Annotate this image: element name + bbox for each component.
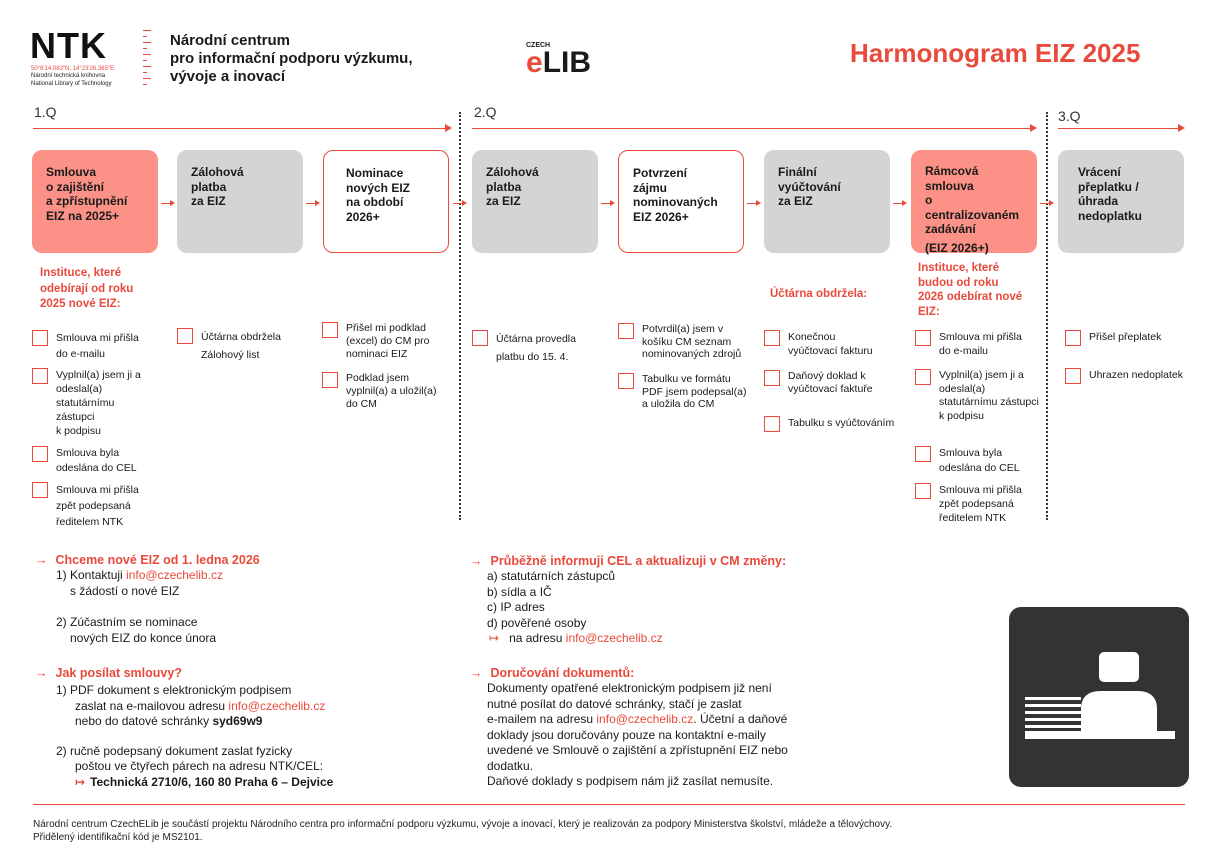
- timeline-line: [33, 128, 445, 129]
- step-arrow: [893, 200, 907, 208]
- center-title-line: Národní centrum: [170, 32, 291, 49]
- step-box-final-billing: Finální vyúčtování za EIZ: [764, 150, 890, 253]
- arrow-icon: →: [35, 553, 48, 567]
- contracts-section: → Jak posílat smlouvy? 1) PDF dokument s elektronickým podpisem zaslat na e-mailovou adresu info@czechelib.cz nebo do datové schránky syd69w9 2) ručně podepsaný dokument zaslat fyzicky poštou ve čtyřech párech na adresu NTK/CEL: ↦ Technická 2710/6, 160 80 Praha 6 – Dejvice: [35, 665, 455, 790]
- step-box-framework-contract: Rámcová smlouva o centralizovaném zadávání (EIZ 2026+): [911, 150, 1037, 253]
- checklist-item[interactable]: Smlouva mi přišla zpět podepsaná ředitelem NTK: [32, 482, 139, 530]
- checklist-item[interactable]: Konečnou vyúčtovací fakturu: [764, 330, 873, 358]
- person-at-desk-icon: [1009, 607, 1189, 787]
- timeline-arrow: [445, 124, 452, 132]
- checklist-item[interactable]: Smlouva byla odeslána do CEL: [32, 446, 137, 476]
- checklist-item[interactable]: Účtárna obdržela Zálohový list: [177, 328, 281, 364]
- email-link[interactable]: info@czechelib.cz: [565, 631, 663, 645]
- ntk-logo: NTK: [30, 25, 107, 66]
- checklist-item[interactable]: Podklad jsem vyplnil(a) a uložil(a) do CM: [322, 372, 436, 411]
- arrow-icon: →: [470, 554, 483, 568]
- checklist-item[interactable]: Smlouva mi přišla do e-mailu: [915, 330, 1022, 358]
- documents-section: → Doručování dokumentů: Dokumenty opatřené elektronickým podpisem již není nutné posílat do datové schránky, stačí je zaslat e-mailem na adresu info@czechelib.cz. Účetní a daňové doklady jsou doručovány pouze na kontaktní e-maily uvedené ve Smlouvě o zajištění a zpřístupnění EIZ nebo dodatku. Daňové doklady s podpisem nám již zasílat nemusíte.: [470, 665, 890, 790]
- quarter-label-2: 2.Q: [474, 104, 497, 120]
- changes-section: → Průběžně informuji CEL a aktualizuji v CM změny: a) statutárních zástupců b) sídla a IČ c) IP adres d) pověřené osoby ↦ na adresu info@czechelib.cz: [470, 553, 890, 647]
- timeline-line: [472, 128, 1030, 129]
- step-arrow: [1040, 200, 1054, 208]
- step-box-advance-payment: Zálohová platba za EIZ: [177, 150, 303, 253]
- section-heading: → Chceme nové EIZ od 1. ledna 2026: [35, 553, 260, 567]
- quarter-label-1: 1.Q: [34, 104, 57, 120]
- checklist-item[interactable]: Přišel přeplatek: [1065, 330, 1161, 345]
- page-title: Harmonogram EIZ 2025: [850, 38, 1141, 68]
- footer-text: Národní centrum CzechELib je součástí projektu Národního centra pro informační podporu výzkumu, vývoje a inovací, který je realizován za podpory Ministerstva školství, mládeže a tělovýchovy. Přidělený identifikační kód je MS2101.: [33, 819, 893, 843]
- step-box-confirmation: Potvrzení zájmu nominovaných EIZ 2026+: [618, 150, 744, 253]
- checklist-item[interactable]: Tabulku ve formátu PDF jsem podepsal(a) a uložila do CM: [618, 373, 746, 411]
- ruler-decoration: [143, 30, 151, 88]
- footer-divider: [33, 804, 1185, 805]
- step-box-nomination: Nominace nových EIZ na období 2026+: [323, 150, 449, 253]
- ntk-sub-cz: Národní technická knihovna: [31, 73, 106, 79]
- email-link[interactable]: info@czechelib.cz: [228, 698, 326, 713]
- step-box-refund: Vrácení přeplatku / úhrada nedoplatku: [1058, 150, 1184, 253]
- ntk-coordinates: 50°6'14.083"N, 14°23'26.365"E: [31, 66, 115, 72]
- institutions-2026-title: Instituce, které budou od roku 2026 odebírat nové EIZ:: [918, 262, 1023, 318]
- center-title-line: vývoje a inovací: [170, 68, 286, 85]
- new-eiz-section: → Chceme nové EIZ od 1. ledna 2026 1) Kontaktuji info@czechelib.cz s žádostí o nové EIZ 2) Zúčastním se nominace nových EIZ do konce února: [35, 552, 435, 646]
- section-heading: → Doručování dokumentů:: [470, 666, 635, 680]
- step-arrow: [747, 200, 761, 208]
- arrow-icon: →: [35, 666, 48, 680]
- email-link[interactable]: info@czechelib.cz: [596, 712, 694, 726]
- step-box-contract-2025: Smlouva o zajištění a zpřístupnění EIZ na 2025+: [32, 150, 158, 253]
- accounting-received-title: Účtárna obdržela:: [770, 288, 868, 300]
- timeline-arrow: [1030, 124, 1037, 132]
- step-arrow: [601, 200, 615, 208]
- email-link[interactable]: info@czechelib.cz: [126, 568, 223, 582]
- checklist-item[interactable]: Daňový doklad k vyúčtovací faktuře: [764, 370, 873, 396]
- elib-logo: [526, 48, 591, 78]
- timeline-arrow: [1178, 124, 1185, 132]
- checklist-item[interactable]: Smlouva mi přišla zpět podepsaná ředitelem NTK: [915, 483, 1022, 525]
- checklist-item[interactable]: Uhrazen nedoplatek: [1065, 368, 1183, 383]
- step-arrow: [453, 200, 467, 208]
- section-heading: → Jak posílat smlouvy?: [35, 666, 182, 680]
- elib-e: e: [526, 46, 543, 79]
- step-arrow: [161, 200, 175, 208]
- checklist-item[interactable]: Smlouva mi přišla do e-mailu: [32, 330, 139, 362]
- checklist-item[interactable]: Tabulku s vyúčtováním: [764, 416, 894, 431]
- step-arrow: [306, 200, 320, 208]
- ntk-logo-subtitle: [31, 73, 112, 88]
- checklist-item[interactable]: Přišel mi podklad (excel) do CM pro nominaci EIZ: [322, 322, 452, 361]
- step-box-advance-payment-2: Zálohová platba za EIZ: [472, 150, 598, 253]
- timeline-line: [1058, 128, 1178, 129]
- quarter-divider: [459, 112, 461, 520]
- center-title-line: pro informační podporu výzkumu,: [170, 50, 413, 67]
- institutions-2025-title: Instituce, které odebírají od roku 2025 nové EIZ:: [40, 267, 134, 310]
- quarter-divider: [1046, 112, 1048, 520]
- quarter-label-3: 3.Q: [1058, 108, 1081, 124]
- checklist-item[interactable]: Vyplnil(a) jsem ji a odeslal(a) statutárnímu zástupci k podpisu: [915, 369, 1039, 423]
- elib-lib: LIB: [542, 46, 592, 79]
- ntk-sub-en: National Library of Technology: [31, 80, 112, 87]
- center-title: [170, 32, 470, 86]
- elib-logo-czech: CZECH: [526, 42, 551, 49]
- checklist-item[interactable]: Účtárna provedla platbu do 15. 4.: [472, 330, 576, 366]
- section-heading: → Průběžně informuji CEL a aktualizuji v CM změny:: [470, 554, 787, 568]
- arrow-icon: ↦: [489, 631, 500, 645]
- arrow-icon: →: [470, 666, 483, 680]
- checklist-item[interactable]: Vyplnil(a) jsem ji a odeslal(a) statutárnímu zástupci k podpisu: [32, 368, 141, 438]
- arrow-icon: ↦: [75, 774, 86, 789]
- checklist-item[interactable]: Potvrdil(a) jsem v košíku CM seznam nominovaných zdrojů: [618, 323, 741, 361]
- checklist-item[interactable]: Smlouva byla odeslána do CEL: [915, 446, 1020, 476]
